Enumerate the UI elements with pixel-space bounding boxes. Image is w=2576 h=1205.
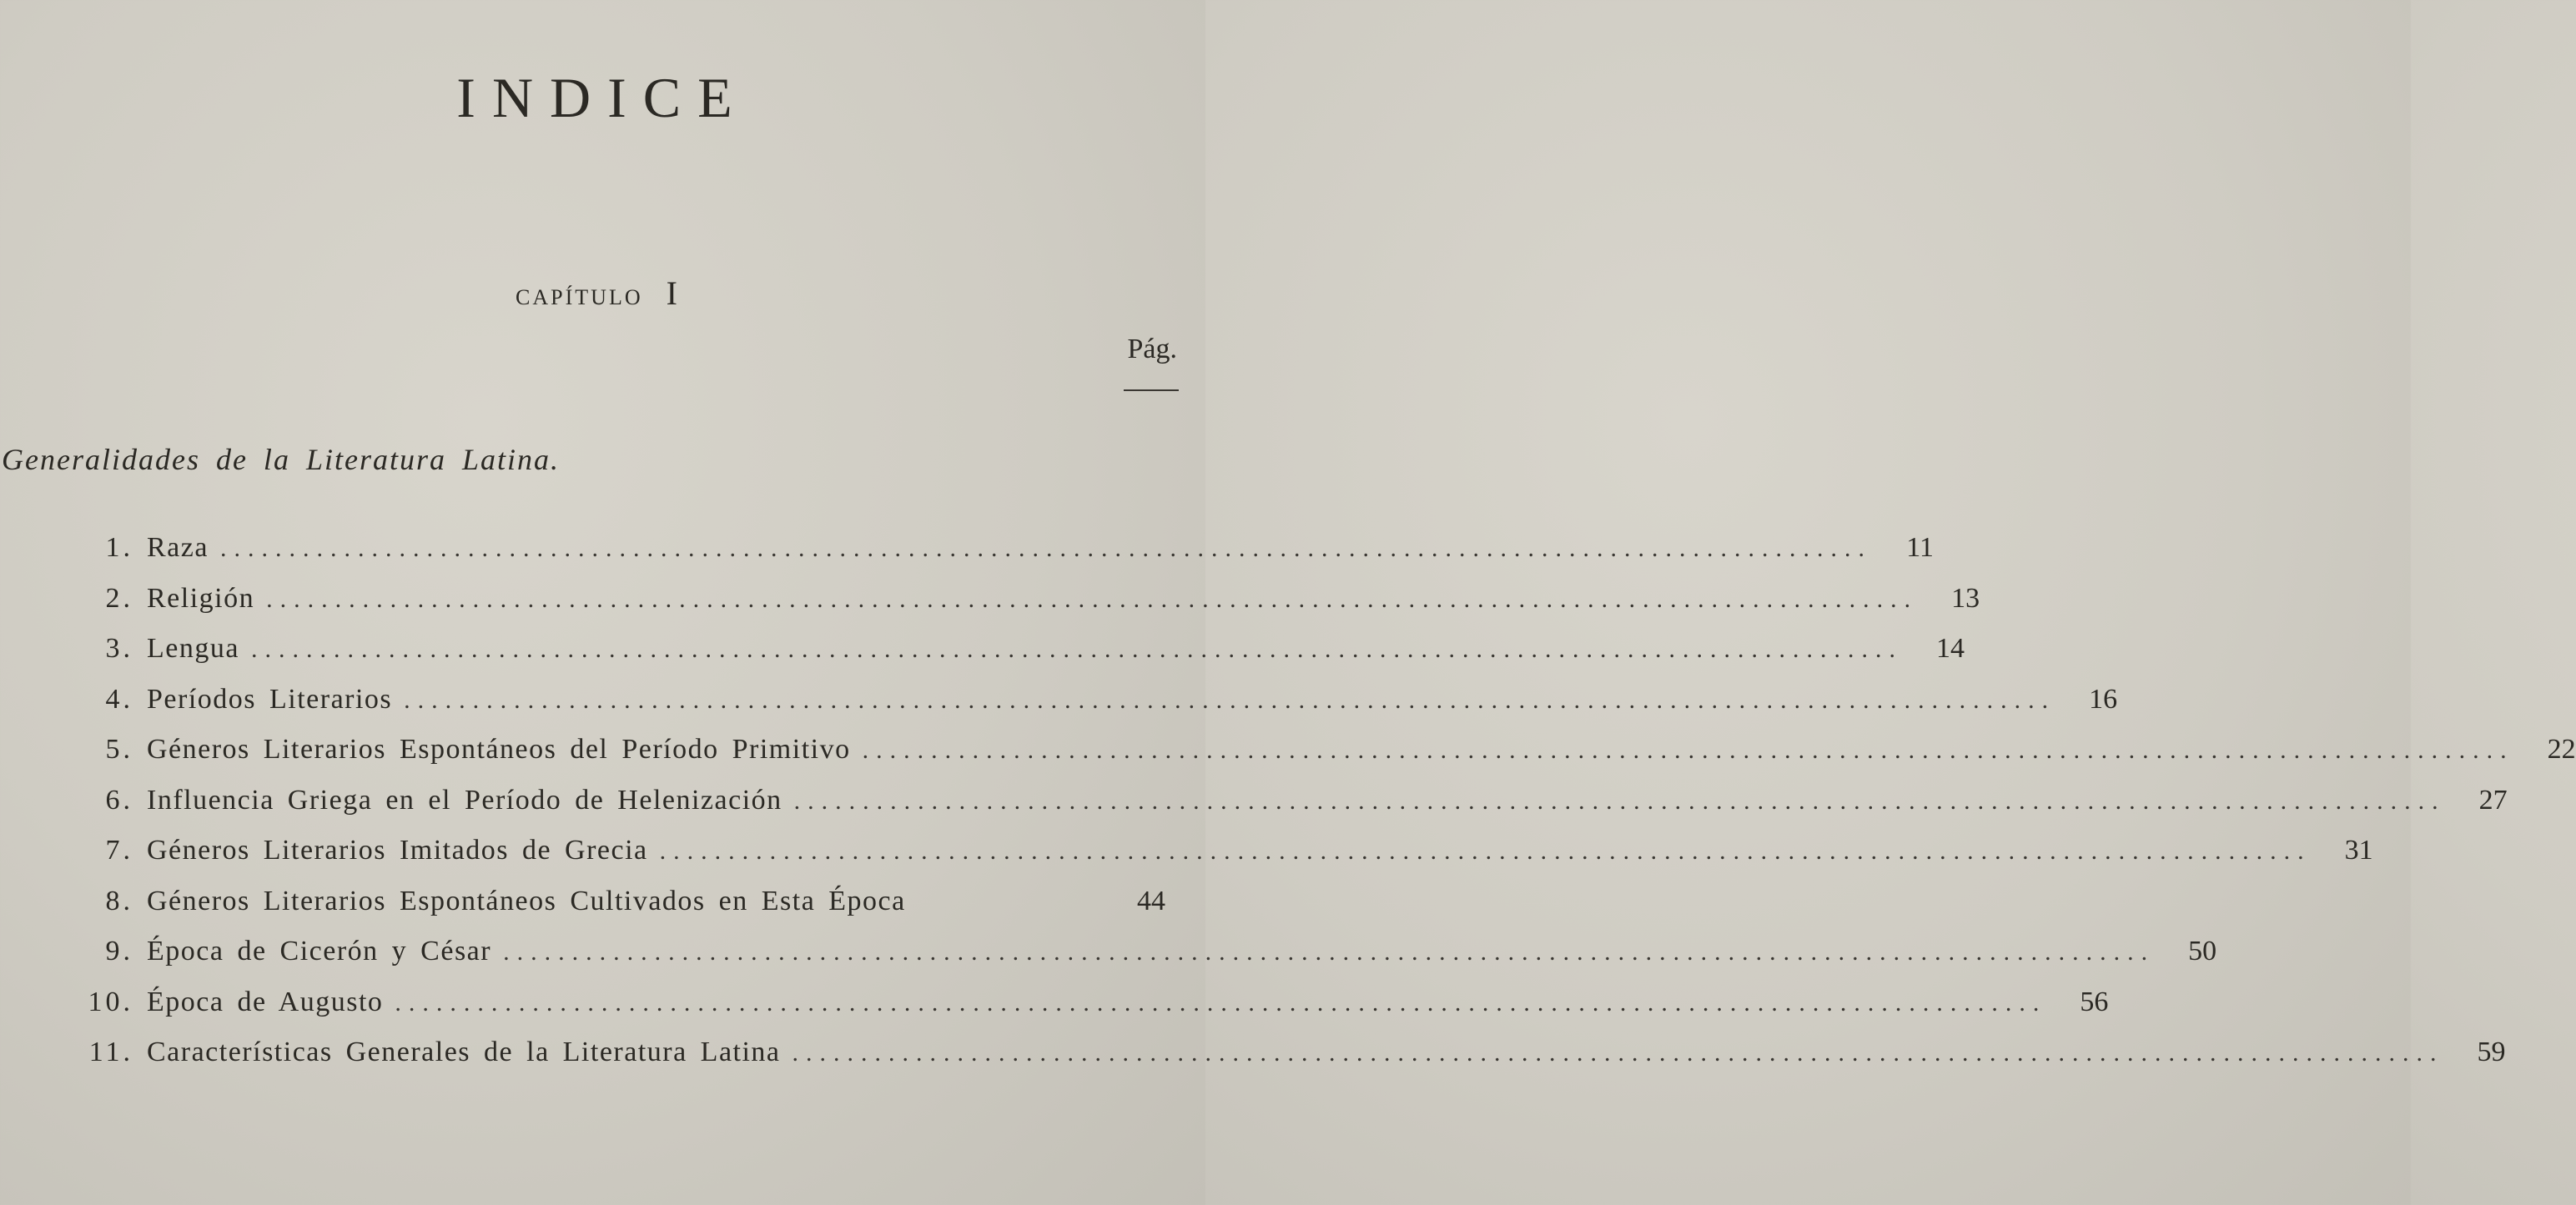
toc-entry [58, 835, 2373, 886]
toc-entry [58, 633, 1965, 684]
dot-leader: ........................................................................................................................ [404, 685, 2056, 714]
entry-number: 6. [105, 784, 133, 816]
entry-number: 3. [105, 633, 133, 664]
toc-entry [58, 936, 2217, 987]
page-column-header: Pág. [1127, 334, 1177, 364]
entry-number: 7. [105, 835, 133, 866]
dot-leader: ........................................................................................................................ [862, 736, 2514, 764]
toc-entry [58, 734, 2576, 785]
entry-page: 27 [2478, 784, 2508, 816]
entry-page: 16 [2089, 683, 2118, 715]
dot-leader: ........................................................................................................................ [792, 1039, 2444, 1067]
dot-leader: ........................................................................................................................ [659, 837, 2312, 865]
dot-leader: ........................................................................................................................ [266, 585, 1919, 613]
toc-entry [58, 1037, 2506, 1087]
entry-title: Géneros Literarios Espontáneos Cultivados en Esta Época [147, 885, 906, 916]
dot-leader: ........................................................................................................................ [395, 988, 2047, 1017]
toc-entry [58, 886, 1180, 936]
entry-page: 11 [1906, 532, 1934, 563]
chapter-number: I [666, 274, 677, 312]
entry-title: Época de Cicerón y César [147, 936, 492, 967]
entry-page: 31 [2344, 835, 2373, 866]
page-header-rule [1124, 389, 1179, 391]
toc-entry [58, 532, 1934, 583]
entry-number: 9. [105, 936, 133, 967]
entry-page: 14 [1935, 633, 1965, 664]
entry-page: 22 [2547, 734, 2576, 765]
entry-number: 5. [105, 734, 133, 765]
toc-entry [58, 683, 2118, 735]
section-title: Generalidades de la Literatura Latina. [2, 443, 560, 476]
entry-title: Religión [147, 582, 255, 614]
entry-number: 2. [105, 582, 133, 614]
entry-number: 10. [88, 986, 133, 1017]
entry-title: Períodos Literarios [147, 683, 393, 715]
entry-title: Características Generales de la Literatura Latina [147, 1037, 781, 1067]
entry-page: 44 [1137, 885, 1165, 916]
index-title: INDICE [456, 66, 749, 129]
chapter-heading [0, 274, 1193, 313]
toc-entry [58, 784, 2508, 836]
entry-title: Géneros Literarios Espontáneos del Período Primitivo [147, 734, 851, 765]
toc-entry [58, 582, 1980, 634]
entry-number: 4. [105, 683, 133, 715]
entry-title: Influencia Griega en el Período de Helenización [147, 784, 782, 816]
entry-page: 13 [1951, 582, 1980, 614]
entry-title: Época de Augusto [147, 986, 384, 1017]
chapter-word: CAPÍTULO [516, 285, 643, 309]
entry-title: Raza [147, 532, 209, 563]
entry-number: 8. [105, 885, 133, 916]
entry-number: 1. [105, 532, 133, 563]
entry-title: Géneros Literarios Imitados de Grecia [147, 835, 648, 866]
entry-page: 50 [2188, 936, 2217, 967]
dot-leader: ........................................................................................................................ [793, 786, 2446, 815]
entry-number: 11. [88, 1037, 133, 1067]
entry-page: 56 [2080, 986, 2109, 1017]
toc-entry [58, 986, 2109, 1037]
table-of-contents [58, 532, 2576, 1087]
entry-title: Lengua [147, 633, 239, 664]
dot-leader: ........................................................................................................................ [503, 938, 2156, 966]
entry-page: 59 [2477, 1037, 2506, 1067]
dot-leader: ........................................................................................................................ [219, 535, 1872, 562]
dot-leader: ........................................................................................................................ [250, 635, 1903, 663]
